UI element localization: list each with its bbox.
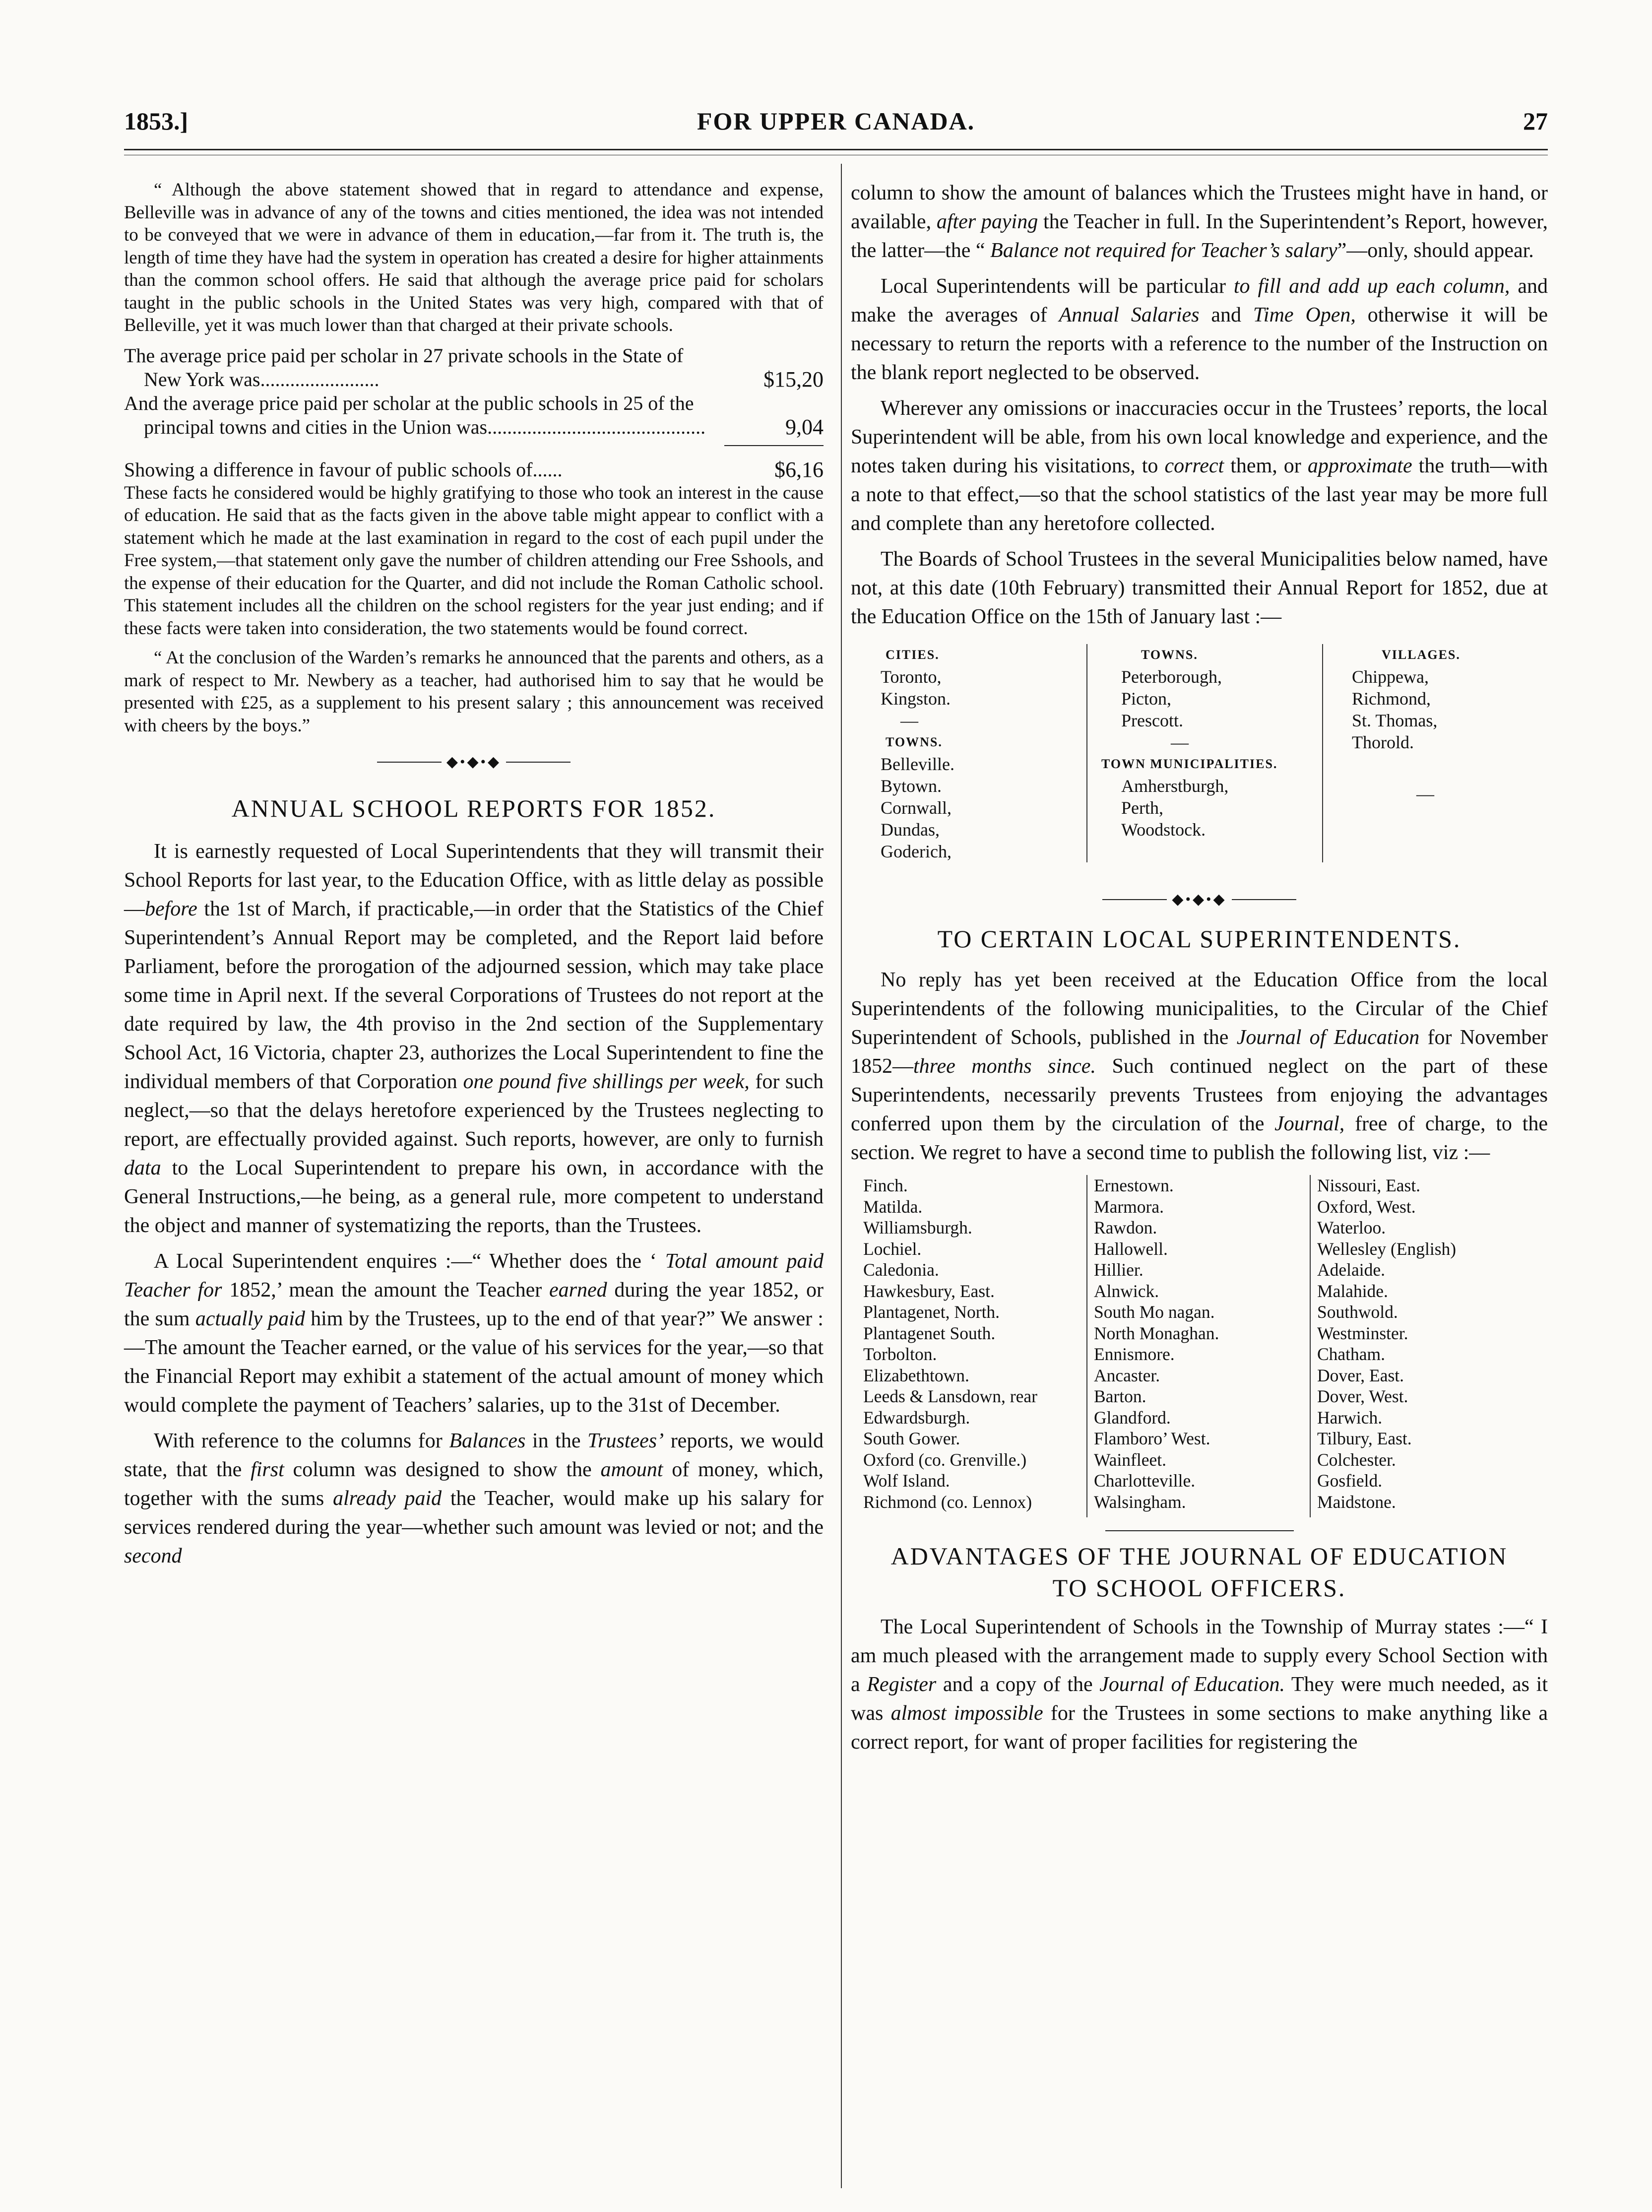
dash: — (1416, 784, 1434, 804)
list-item: St. Thomas, (1352, 711, 1438, 730)
list-item: Leeds & Lansdown, rear (863, 1386, 1037, 1407)
list-item: Plantagenet South. (863, 1323, 996, 1343)
left-column (124, 179, 824, 1570)
list-item: Picton, (1121, 689, 1172, 709)
annual-reports-paragraph-1: It is earnestly requested of Local Superintendents that they will transmit their School Reports for last year, to the Education Office, with as little delay as possible—before the 1st of March, if practicable,—in order that the Statistics of the Chief Superintendent’s Annual Report may be completed, and the Report laid before Parliament, before the prorogation of the adjourned session, which may take place some time in April next. If the several Corporations of Trustees do not report at the date required by law, the 4th proviso in the 2nd section of the Supplementary School Act, 16 Victoria, chapter 23, authorizes the Local Superintendent to fine the individual members of that Corporation one pound five shillings per week, for such neglect,—so that the delays heretofore experienced by the Trustees neglecting to report, are effectually provided against. Such reports, however, are only to furnish data to the Local Superintendent to prepare his own, in accordance with the General Instructions,—he being, as a general rule, more competent to understand the object and manner of systematizing the reports, than the Trustees. (124, 840, 824, 1237)
list-item: Glandford. (1094, 1407, 1171, 1428)
municipalities-list (851, 1175, 1548, 1522)
list-item: Ancaster. (1094, 1365, 1160, 1385)
list-item: Hawkesbury, East. (863, 1281, 995, 1301)
list-item: Plantagenet, North. (863, 1302, 1000, 1322)
price-amount: 9,04 (785, 414, 824, 439)
boards-paragraph: The Boards of School Trustees in the several Municipalities below named, have not, at this date (10th February) transmitted their Annual Report for 1852, due at the Education Office on the 15th of January last :— (851, 548, 1548, 628)
table-separator (1086, 644, 1087, 862)
superintendents-paragraph: No reply has yet been received at the Education Office from the local Superintendents of the following municipalities, to the Circular of the Chief Superintendent of Schools, published in the Journal of Education for November 1852—three months since. Such continued neglect on the part of these Superintendents, necessarily prevents Trustees from enjoying the advantages conferred upon them by the circulation of the Journal, free of charge, to the section. We regret to have a second time to publish the following list, viz :— (851, 969, 1548, 1165)
list-item: Maidstone. (1317, 1492, 1396, 1512)
price-label: And the average price paid per scholar at the public schools in 25 of the principal towns and cities in the Union was............................................ (124, 391, 706, 438)
price-amount: $15,20 (763, 367, 824, 391)
right-column (851, 179, 1548, 1757)
quote-paragraph-1: “ Although the above statement showed that in regard to attendance and expense, Belleville was in advance of any of the towns and cities mentioned, the idea was not intended to be conveyed that we were in advance of them in education,—far from it. The truth is, the length of time they have had the system in operation has created a desire for higher attainments than the common school offers. He said that although the average price paid for scholars taught in the public schools in the United States was very high, compared with that of Belleville, yet it was much lower than that charged at their private schools. (124, 180, 824, 335)
list-item: Richmond (co. Lennox) (863, 1492, 1032, 1512)
list-item: Harwich. (1317, 1407, 1383, 1428)
town-municipalities-caption: TOWN MUNICIPALITIES. (1101, 757, 1278, 771)
list-item: Kingston. (881, 689, 951, 709)
price-label: Showing a difference in favour of public schools of...... (124, 458, 563, 481)
price-amount: $6,16 (774, 457, 824, 482)
heading-line-1: ADVANTAGES OF THE JOURNAL OF EDUCATION (890, 1542, 1508, 1570)
municipalities-table (851, 644, 1548, 877)
section-ornament: ◆•◆•◆ (851, 887, 1548, 908)
list-item: Wainfleet. (1094, 1449, 1166, 1470)
list-item: Malahide. (1317, 1281, 1388, 1301)
running-header (124, 107, 1548, 141)
list-item: Tilbury, East. (1317, 1429, 1412, 1449)
towns-column (1101, 644, 1310, 841)
list-item: Walsingham. (1094, 1492, 1186, 1512)
price-row-private (124, 344, 824, 391)
list-item: Marmora. (1094, 1196, 1164, 1217)
list-item: Oxford (co. Grenville.) (863, 1449, 1027, 1470)
list-item: Chatham. (1317, 1344, 1386, 1365)
annual-reports-paragraph-3: With reference to the columns for Balances in the Trustees’ reports, we would state, that the first column was designed to show the amount of money, which, together with the sums already paid the Teacher, would make up his salary for services rendered during the year—whether such amount was levied or not; and the second (124, 1430, 824, 1568)
cities-caption: CITIES. (886, 648, 940, 662)
list-item: Chippewa, (1352, 667, 1429, 687)
list-item: Edwardsburgh. (863, 1407, 970, 1428)
section-heading-advantages (851, 1540, 1548, 1604)
list-item: Southwold. (1317, 1302, 1398, 1322)
running-year: 1853.] (124, 107, 189, 135)
instructions-paragraph: Local Superintendents will be particular to fill and add up each column, and make the averages of Annual Salaries and Time Open, otherwise it will be necessary to return the reports with a reference to the number of the Instruction on the blank report neglected to be observed. (851, 275, 1548, 384)
section-heading-annual-reports: ANNUAL SCHOOL REPORTS FOR 1852. (231, 794, 716, 823)
list-item: Prescott. (1121, 711, 1183, 730)
column-divider (841, 164, 842, 2188)
price-label: The average price paid per scholar in 27 private schools in the State of New York was........................ (124, 344, 684, 390)
advantages-paragraph: The Local Superintendent of Schools in the Township of Murray states :—“ I am much pleased with the arrangement made to supply every School Section with a Register and a copy of the Journal of Education. They were much needed, as it was almost impossible for the Trustees in some sections to make anything like a correct report, for want of proper facilities for registering the (851, 1616, 1548, 1754)
balances-paragraph: column to show the amount of balances which the Trustees might have in hand, or available, after paying the Teacher in full. In the Superintendent’s Report, however, the latter—the “ Balance not required for Teacher’s salary”—only, should appear. (851, 182, 1548, 262)
towns-caption: TOWNS. (1141, 648, 1198, 662)
list-item: Barton. (1094, 1386, 1146, 1407)
section-heading-superintendents: TO CERTAIN LOCAL SUPERINTENDENTS. (937, 925, 1461, 953)
list-item: Caledonia. (863, 1260, 939, 1280)
list-item: Lochiel. (863, 1238, 922, 1259)
price-row-public (124, 391, 824, 439)
list-item: Alnwick. (1094, 1281, 1159, 1301)
list-item: Wellesley (English) (1317, 1238, 1457, 1259)
list-item: Matilda. (863, 1196, 923, 1217)
annual-reports-paragraph-2: A Local Superintendent enquires :—“ Whether does the ‘ Total amount paid Teacher for 1852,’ mean the amount the Teacher earned during the year 1852, or the sum actually paid him by the Trustees, up to the end of that year?” We answer :—The amount the Teacher earned, or the value of his services for the year,—so that the Financial Report may exhibit a statement of the actual amount of money which would complete the payment of Teachers’ salaries, up to the 31st of December. (124, 1250, 824, 1417)
list-column-b (1094, 1175, 1302, 1512)
list-item: Charlotteville. (1094, 1471, 1196, 1491)
quote-paragraph-3: “ At the conclusion of the Warden’s remarks he announced that the parents and others, as a mark of respect to Mr. Newbery as a teacher, had authorised him to say that he would be presented with £25, as a supplement to his present salary ; this announcement was received with cheers by the boys.” (124, 648, 824, 736)
list-item: Colchester. (1317, 1449, 1396, 1470)
list-item: Adelaide. (1317, 1260, 1386, 1280)
list-item: Richmond, (1352, 689, 1431, 709)
list-item: Williamsburgh. (863, 1218, 972, 1238)
sum-rule (724, 445, 824, 446)
list-item: Dover, East. (1317, 1365, 1404, 1385)
list-column-a (863, 1175, 1081, 1512)
price-row-difference (124, 458, 824, 482)
price-table (124, 344, 824, 482)
list-item: Waterloo. (1317, 1218, 1386, 1238)
dash: — (900, 711, 918, 730)
list-column-c (1317, 1175, 1545, 1512)
towns-caption: TOWNS. (886, 735, 943, 749)
list-item: Bytown. (881, 776, 942, 796)
list-separator (1310, 1175, 1311, 1517)
dash: — (1171, 732, 1189, 752)
list-item: Elizabethtown. (863, 1365, 969, 1385)
list-item: Westminster. (1317, 1323, 1408, 1343)
list-item: North Monaghan. (1094, 1323, 1219, 1343)
list-item: Ennismore. (1094, 1344, 1175, 1365)
omissions-paragraph: Wherever any omissions or inaccuracies occur in the Trustees’ reports, the local Superintendent will be able, from his own local knowledge and experience, and the notes taken during his visitations, to correct them, or approximate the truth—with a note to that effect,—so that the school statistics of the last year may be more full and complete than any heretofore collected. (851, 397, 1548, 535)
page-number: 27 (1523, 107, 1548, 135)
list-item: Dundas, (881, 820, 940, 840)
section-rule (1105, 1530, 1294, 1531)
list-item: Dover, West. (1317, 1386, 1408, 1407)
list-item: Belleville. (881, 754, 954, 774)
list-item: South Mo nagan. (1094, 1302, 1215, 1322)
list-separator (1086, 1175, 1087, 1517)
list-item: Nissouri, East. (1317, 1175, 1421, 1196)
list-item: Peterborough, (1121, 667, 1222, 687)
cities-column (881, 644, 1069, 862)
list-item: Gosfield. (1317, 1471, 1383, 1491)
list-item: Rawdon. (1094, 1218, 1157, 1238)
villages-caption: VILLAGES. (1382, 648, 1461, 662)
list-item: Ernestown. (1094, 1175, 1174, 1196)
header-rule-thick (124, 149, 1548, 150)
list-item: Perth, (1121, 798, 1163, 818)
list-item: Hallowell. (1094, 1238, 1168, 1259)
heading-line-2: TO SCHOOL OFFICERS. (1052, 1574, 1346, 1602)
list-item: Amherstburgh, (1121, 776, 1229, 796)
table-separator (1322, 644, 1323, 862)
list-item: Finch. (863, 1175, 908, 1196)
list-item: Oxford, West. (1317, 1196, 1416, 1217)
list-item: Woodstock. (1121, 820, 1206, 840)
list-item: Toronto, (881, 667, 942, 687)
list-item: Torbolton. (863, 1344, 937, 1365)
quote-paragraph-2: These facts he considered would be highly gratifying to those who took an interest in the cause of education. He said that as the facts given in the above table might appear to conflict with a statement which he made at the last examination in regard to the cost of each pupil under the Free system,—that statement only gave the number of children attending our Free Sshools, and the expense of their education for the Quarter, and did not include the Roman Catholic school. This statement includes all the children on the school registers for the year just ending; and if these facts were taken into consideration, the two statements would be found correct. (124, 482, 824, 639)
list-item: Thorold. (1352, 732, 1414, 752)
list-item: South Gower. (863, 1429, 960, 1449)
list-item: Cornwall, (881, 798, 952, 818)
list-item: Flamboro’ West. (1094, 1429, 1210, 1449)
villages-column (1352, 644, 1540, 805)
running-title: FOR UPPER CANADA. (697, 107, 975, 135)
section-ornament: ◆•◆•◆ (124, 750, 824, 771)
list-item: Goderich, (881, 842, 952, 861)
list-item: Hillier. (1094, 1260, 1144, 1280)
list-item: Wolf Island. (863, 1471, 950, 1491)
